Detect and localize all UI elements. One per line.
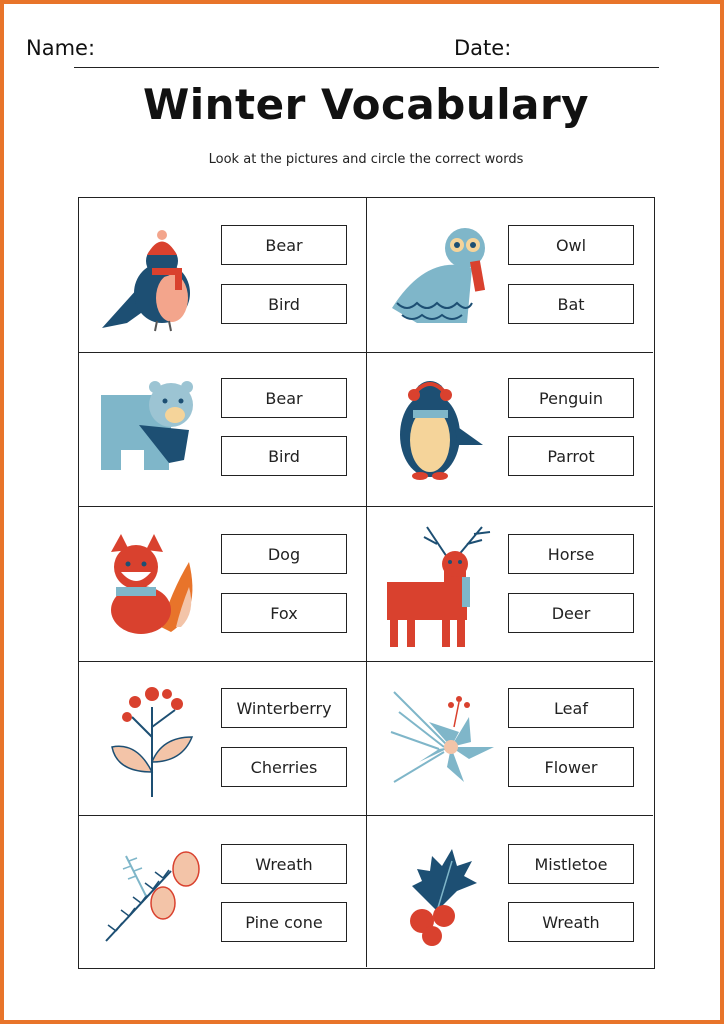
answer-option[interactable]: Horse <box>508 534 634 574</box>
answer-option[interactable]: Bird <box>221 436 347 476</box>
answer-option[interactable]: Pine cone <box>221 902 347 942</box>
penguin-with-earmuffs-icon <box>395 375 485 480</box>
mistletoe-holly-icon <box>402 841 482 946</box>
answer-option[interactable]: Cherries <box>221 747 347 787</box>
vocab-cell-9 <box>79 816 367 967</box>
answer-option[interactable]: Bear <box>221 225 347 265</box>
vocab-cell-10 <box>367 816 653 967</box>
answer-option[interactable]: Wreath <box>508 902 634 942</box>
name-label: Name: <box>26 36 96 60</box>
winterberry-branch-icon <box>107 682 197 797</box>
answer-option[interactable]: Bat <box>508 284 634 324</box>
answer-option[interactable]: Parrot <box>508 436 634 476</box>
vocab-cell-7 <box>79 662 367 816</box>
vocab-cell-1 <box>79 198 367 353</box>
instructions-text: Look at the pictures and circle the correct words <box>208 152 524 167</box>
answer-option[interactable]: Flower <box>508 747 634 787</box>
answer-option[interactable]: Owl <box>508 225 634 265</box>
answer-option[interactable]: Dog <box>221 534 347 574</box>
fox-with-scarf-icon <box>101 532 201 637</box>
bird-with-hat-icon <box>97 223 197 333</box>
answer-option[interactable]: Leaf <box>508 688 634 728</box>
vocabulary-grid <box>78 197 655 969</box>
owl-with-scarf-icon <box>387 223 492 328</box>
answer-option[interactable]: Fox <box>221 593 347 633</box>
vocab-cell-5 <box>79 507 367 662</box>
answer-option[interactable]: Bird <box>221 284 347 324</box>
vocab-cell-2 <box>367 198 653 353</box>
vocab-cell-4 <box>367 353 653 507</box>
poinsettia-flower-icon <box>389 687 499 792</box>
answer-option[interactable]: Penguin <box>508 378 634 418</box>
answer-option[interactable]: Winterberry <box>221 688 347 728</box>
header-underline <box>74 67 659 68</box>
deer-with-scarf-icon <box>382 522 502 647</box>
polar-bear-with-scarf-icon <box>99 375 199 475</box>
vocab-cell-8 <box>367 662 653 816</box>
vocab-cell-3 <box>79 353 367 507</box>
page-title: Winter Vocabulary <box>142 80 590 129</box>
answer-option[interactable]: Bear <box>221 378 347 418</box>
answer-option[interactable]: Wreath <box>221 844 347 884</box>
vocab-cell-6 <box>367 507 653 662</box>
pine-cone-branch-icon <box>101 841 206 946</box>
answer-option[interactable]: Mistletoe <box>508 844 634 884</box>
answer-option[interactable]: Deer <box>508 593 634 633</box>
date-label: Date: <box>454 36 512 60</box>
